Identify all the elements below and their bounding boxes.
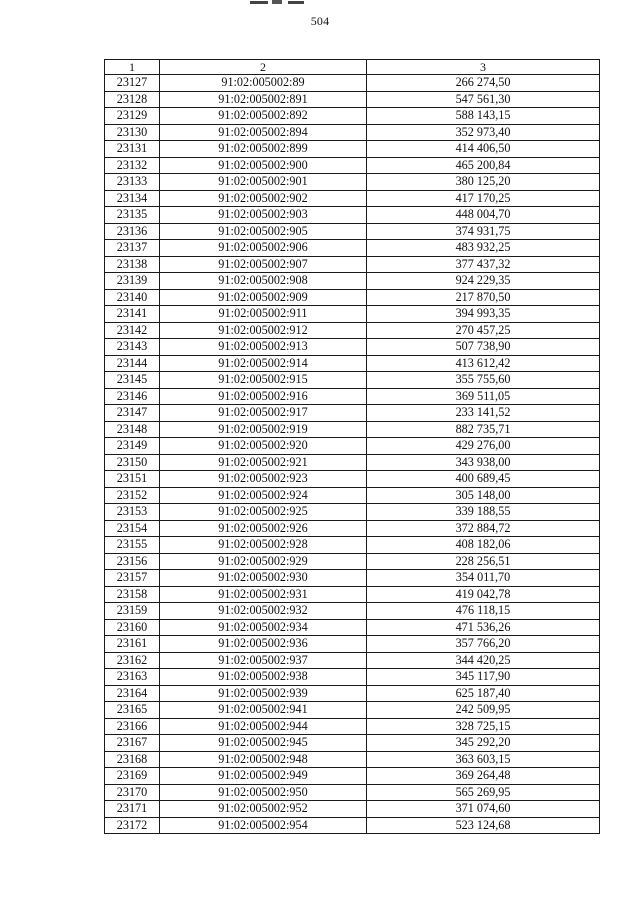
row-number-cell: 23139 bbox=[105, 273, 160, 290]
row-number-cell: 23132 bbox=[105, 157, 160, 174]
row-number-cell: 23144 bbox=[105, 355, 160, 372]
cadastral-number-cell: 91:02:005002:925 bbox=[160, 504, 367, 521]
value-cell: 345 292,20 bbox=[367, 735, 600, 752]
value-cell: 344 420,25 bbox=[367, 652, 600, 669]
row-number-cell: 23155 bbox=[105, 537, 160, 554]
row-number-cell: 23130 bbox=[105, 124, 160, 141]
row-number-cell: 23150 bbox=[105, 454, 160, 471]
table-row bbox=[105, 619, 600, 636]
table-row bbox=[105, 685, 600, 702]
value-cell: 217 870,50 bbox=[367, 289, 600, 306]
cadastral-number-cell: 91:02:005002:954 bbox=[160, 817, 367, 834]
cadastral-number-cell: 91:02:005002:923 bbox=[160, 471, 367, 488]
row-number-cell: 23167 bbox=[105, 735, 160, 752]
table-header-row bbox=[105, 60, 600, 75]
table-row bbox=[105, 801, 600, 818]
cadastral-number-cell: 91:02:005002:937 bbox=[160, 652, 367, 669]
value-cell: 413 612,42 bbox=[367, 355, 600, 372]
cadastral-number-cell: 91:02:005002:936 bbox=[160, 636, 367, 653]
table-row bbox=[105, 669, 600, 686]
row-number-cell: 23141 bbox=[105, 306, 160, 323]
cadastral-number-cell: 91:02:005002:906 bbox=[160, 240, 367, 257]
cadastral-number-cell: 91:02:005002:892 bbox=[160, 108, 367, 125]
row-number-cell: 23163 bbox=[105, 669, 160, 686]
row-number-cell: 23159 bbox=[105, 603, 160, 620]
value-cell: 242 509,95 bbox=[367, 702, 600, 719]
row-number-cell: 23142 bbox=[105, 322, 160, 339]
row-number-cell: 23160 bbox=[105, 619, 160, 636]
value-cell: 400 689,45 bbox=[367, 471, 600, 488]
row-number-cell: 23146 bbox=[105, 388, 160, 405]
table-row bbox=[105, 355, 600, 372]
table-row bbox=[105, 520, 600, 537]
table-row bbox=[105, 372, 600, 389]
value-cell: 305 148,00 bbox=[367, 487, 600, 504]
cadastral-number-cell: 91:02:005002:89 bbox=[160, 75, 367, 92]
column-header: 2 bbox=[160, 60, 367, 75]
table-row bbox=[105, 784, 600, 801]
value-cell: 372 884,72 bbox=[367, 520, 600, 537]
row-number-cell: 23152 bbox=[105, 487, 160, 504]
value-cell: 547 561,30 bbox=[367, 91, 600, 108]
table-row bbox=[105, 438, 600, 455]
table-row bbox=[105, 388, 600, 405]
cadastral-number-cell: 91:02:005002:950 bbox=[160, 784, 367, 801]
row-number-cell: 23128 bbox=[105, 91, 160, 108]
table-row bbox=[105, 124, 600, 141]
cadastral-number-cell: 91:02:005002:944 bbox=[160, 718, 367, 735]
table-row bbox=[105, 174, 600, 191]
table-row bbox=[105, 454, 600, 471]
value-cell: 414 406,50 bbox=[367, 141, 600, 158]
table-row bbox=[105, 405, 600, 422]
cadastral-number-cell: 91:02:005002:932 bbox=[160, 603, 367, 620]
value-cell: 483 932,25 bbox=[367, 240, 600, 257]
value-cell: 588 143,15 bbox=[367, 108, 600, 125]
cadastral-number-cell: 91:02:005002:952 bbox=[160, 801, 367, 818]
value-cell: 476 118,15 bbox=[367, 603, 600, 620]
row-number-cell: 23129 bbox=[105, 108, 160, 125]
value-cell: 328 725,15 bbox=[367, 718, 600, 735]
registry-table bbox=[104, 59, 600, 834]
cadastral-number-cell: 91:02:005002:915 bbox=[160, 372, 367, 389]
cadastral-number-cell: 91:02:005002:914 bbox=[160, 355, 367, 372]
cadastral-number-cell: 91:02:005002:928 bbox=[160, 537, 367, 554]
value-cell: 419 042,78 bbox=[367, 586, 600, 603]
cadastral-number-cell: 91:02:005002:911 bbox=[160, 306, 367, 323]
cadastral-number-cell: 91:02:005002:905 bbox=[160, 223, 367, 240]
row-number-cell: 23168 bbox=[105, 751, 160, 768]
value-cell: 448 004,70 bbox=[367, 207, 600, 224]
column-header: 1 bbox=[105, 60, 160, 75]
table-row bbox=[105, 537, 600, 554]
value-cell: 377 437,32 bbox=[367, 256, 600, 273]
value-cell: 354 011,70 bbox=[367, 570, 600, 587]
cadastral-number-cell: 91:02:005002:934 bbox=[160, 619, 367, 636]
cadastral-number-cell: 91:02:005002:926 bbox=[160, 520, 367, 537]
cadastral-number-cell: 91:02:005002:900 bbox=[160, 157, 367, 174]
row-number-cell: 23148 bbox=[105, 421, 160, 438]
table-row bbox=[105, 471, 600, 488]
table-row bbox=[105, 306, 600, 323]
value-cell: 625 187,40 bbox=[367, 685, 600, 702]
value-cell: 471 536,26 bbox=[367, 619, 600, 636]
cadastral-number-cell: 91:02:005002:941 bbox=[160, 702, 367, 719]
row-number-cell: 23135 bbox=[105, 207, 160, 224]
row-number-cell: 23165 bbox=[105, 702, 160, 719]
row-number-cell: 23170 bbox=[105, 784, 160, 801]
value-cell: 369 264,48 bbox=[367, 768, 600, 785]
table-row bbox=[105, 603, 600, 620]
cadastral-number-cell: 91:02:005002:909 bbox=[160, 289, 367, 306]
value-cell: 408 182,06 bbox=[367, 537, 600, 554]
table-row bbox=[105, 553, 600, 570]
row-number-cell: 23161 bbox=[105, 636, 160, 653]
table-row bbox=[105, 702, 600, 719]
value-cell: 924 229,35 bbox=[367, 273, 600, 290]
value-cell: 363 603,15 bbox=[367, 751, 600, 768]
cadastral-number-cell: 91:02:005002:912 bbox=[160, 322, 367, 339]
cadastral-number-cell: 91:02:005002:903 bbox=[160, 207, 367, 224]
row-number-cell: 23137 bbox=[105, 240, 160, 257]
cadastral-number-cell: 91:02:005002:930 bbox=[160, 570, 367, 587]
table-row bbox=[105, 652, 600, 669]
value-cell: 357 766,20 bbox=[367, 636, 600, 653]
row-number-cell: 23151 bbox=[105, 471, 160, 488]
table-row bbox=[105, 636, 600, 653]
table-row bbox=[105, 570, 600, 587]
row-number-cell: 23164 bbox=[105, 685, 160, 702]
table-row bbox=[105, 256, 600, 273]
row-number-cell: 23147 bbox=[105, 405, 160, 422]
cadastral-number-cell: 91:02:005002:931 bbox=[160, 586, 367, 603]
value-cell: 345 117,90 bbox=[367, 669, 600, 686]
table-row bbox=[105, 586, 600, 603]
value-cell: 374 931,75 bbox=[367, 223, 600, 240]
value-cell: 380 125,20 bbox=[367, 174, 600, 191]
table-row bbox=[105, 240, 600, 257]
table-row bbox=[105, 108, 600, 125]
table-row bbox=[105, 768, 600, 785]
cadastral-number-cell: 91:02:005002:938 bbox=[160, 669, 367, 686]
row-number-cell: 23166 bbox=[105, 718, 160, 735]
table-row bbox=[105, 421, 600, 438]
value-cell: 417 170,25 bbox=[367, 190, 600, 207]
value-cell: 355 755,60 bbox=[367, 372, 600, 389]
table-row bbox=[105, 504, 600, 521]
row-number-cell: 23140 bbox=[105, 289, 160, 306]
row-number-cell: 23153 bbox=[105, 504, 160, 521]
row-number-cell: 23154 bbox=[105, 520, 160, 537]
value-cell: 343 938,00 bbox=[367, 454, 600, 471]
value-cell: 371 074,60 bbox=[367, 801, 600, 818]
scan-artifact-mark bbox=[250, 0, 308, 6]
page-number: 504 bbox=[310, 14, 330, 28]
table-row bbox=[105, 322, 600, 339]
table-row bbox=[105, 273, 600, 290]
row-number-cell: 23172 bbox=[105, 817, 160, 834]
row-number-cell: 23145 bbox=[105, 372, 160, 389]
table-row bbox=[105, 157, 600, 174]
value-cell: 369 511,05 bbox=[367, 388, 600, 405]
table-row bbox=[105, 223, 600, 240]
table-body bbox=[105, 75, 600, 834]
cadastral-number-cell: 91:02:005002:924 bbox=[160, 487, 367, 504]
cadastral-number-cell: 91:02:005002:907 bbox=[160, 256, 367, 273]
value-cell: 429 276,00 bbox=[367, 438, 600, 455]
cadastral-number-cell: 91:02:005002:948 bbox=[160, 751, 367, 768]
value-cell: 394 993,35 bbox=[367, 306, 600, 323]
value-cell: 565 269,95 bbox=[367, 784, 600, 801]
table-row bbox=[105, 751, 600, 768]
table-row bbox=[105, 718, 600, 735]
table-row bbox=[105, 190, 600, 207]
table-row bbox=[105, 339, 600, 356]
cadastral-number-cell: 91:02:005002:899 bbox=[160, 141, 367, 158]
value-cell: 465 200,84 bbox=[367, 157, 600, 174]
table-row bbox=[105, 817, 600, 834]
value-cell: 507 738,90 bbox=[367, 339, 600, 356]
value-cell: 270 457,25 bbox=[367, 322, 600, 339]
row-number-cell: 23162 bbox=[105, 652, 160, 669]
value-cell: 339 188,55 bbox=[367, 504, 600, 521]
row-number-cell: 23169 bbox=[105, 768, 160, 785]
table-row bbox=[105, 289, 600, 306]
row-number-cell: 23158 bbox=[105, 586, 160, 603]
column-header: 3 bbox=[367, 60, 600, 75]
cadastral-number-cell: 91:02:005002:902 bbox=[160, 190, 367, 207]
cadastral-number-cell: 91:02:005002:919 bbox=[160, 421, 367, 438]
cadastral-number-cell: 91:02:005002:939 bbox=[160, 685, 367, 702]
cadastral-number-cell: 91:02:005002:908 bbox=[160, 273, 367, 290]
table-row bbox=[105, 91, 600, 108]
value-cell: 266 274,50 bbox=[367, 75, 600, 92]
row-number-cell: 23156 bbox=[105, 553, 160, 570]
cadastral-number-cell: 91:02:005002:894 bbox=[160, 124, 367, 141]
table-row bbox=[105, 207, 600, 224]
value-cell: 882 735,71 bbox=[367, 421, 600, 438]
cadastral-number-cell: 91:02:005002:921 bbox=[160, 454, 367, 471]
row-number-cell: 23149 bbox=[105, 438, 160, 455]
cadastral-number-cell: 91:02:005002:949 bbox=[160, 768, 367, 785]
cadastral-number-cell: 91:02:005002:913 bbox=[160, 339, 367, 356]
table-row bbox=[105, 75, 600, 92]
value-cell: 228 256,51 bbox=[367, 553, 600, 570]
table-row bbox=[105, 141, 600, 158]
row-number-cell: 23138 bbox=[105, 256, 160, 273]
cadastral-number-cell: 91:02:005002:929 bbox=[160, 553, 367, 570]
row-number-cell: 23133 bbox=[105, 174, 160, 191]
row-number-cell: 23157 bbox=[105, 570, 160, 587]
cadastral-number-cell: 91:02:005002:891 bbox=[160, 91, 367, 108]
row-number-cell: 23136 bbox=[105, 223, 160, 240]
row-number-cell: 23143 bbox=[105, 339, 160, 356]
row-number-cell: 23131 bbox=[105, 141, 160, 158]
cadastral-number-cell: 91:02:005002:916 bbox=[160, 388, 367, 405]
row-number-cell: 23171 bbox=[105, 801, 160, 818]
table-row bbox=[105, 735, 600, 752]
row-number-cell: 23134 bbox=[105, 190, 160, 207]
value-cell: 233 141,52 bbox=[367, 405, 600, 422]
value-cell: 523 124,68 bbox=[367, 817, 600, 834]
value-cell: 352 973,40 bbox=[367, 124, 600, 141]
row-number-cell: 23127 bbox=[105, 75, 160, 92]
cadastral-number-cell: 91:02:005002:917 bbox=[160, 405, 367, 422]
cadastral-number-cell: 91:02:005002:920 bbox=[160, 438, 367, 455]
cadastral-number-cell: 91:02:005002:945 bbox=[160, 735, 367, 752]
table-row bbox=[105, 487, 600, 504]
cadastral-number-cell: 91:02:005002:901 bbox=[160, 174, 367, 191]
